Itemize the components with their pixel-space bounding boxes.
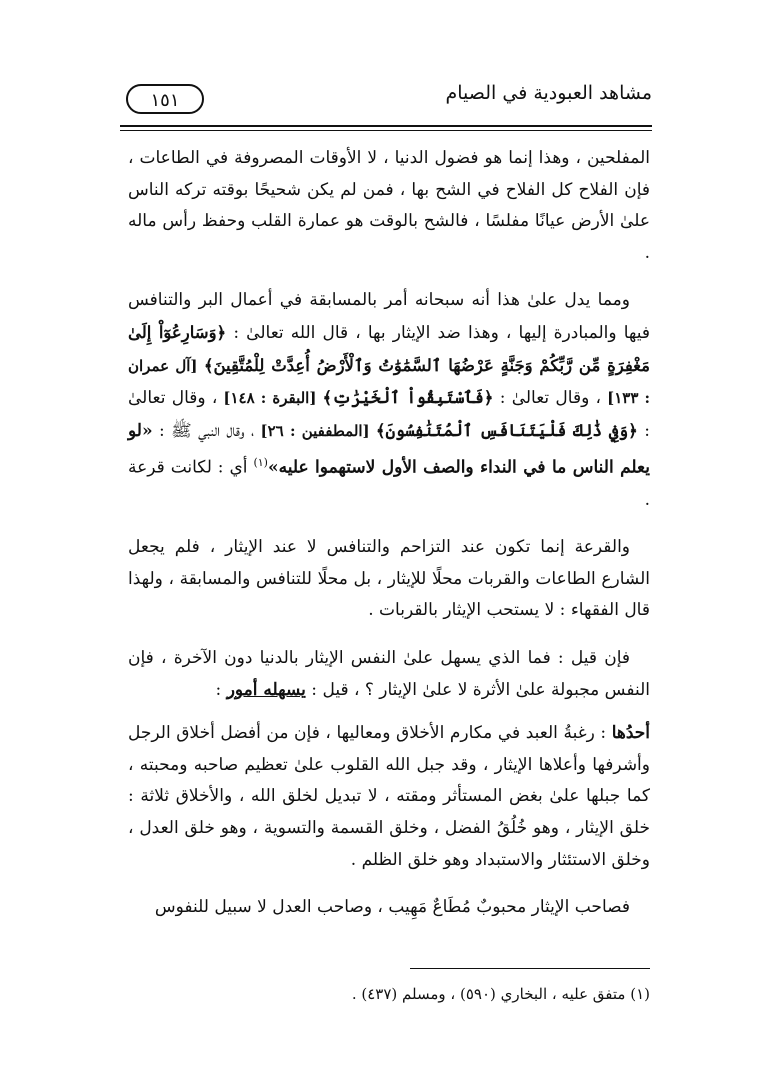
text-segment: : رغبةُ العبد في مكارم الأخلاق ومعاليها ، فإن من أفضل أخلاق الرجل وأشرفها وأعلاها الإيثار ، وقد جبل الله القلوب علىٰ تعظيم صاحبه ومحبته ، كما جبلها علىٰ بغض المستأثر ومقته ، لا تبديل لخلق الله ، والأخلاق ثلاثة : خلق الإيثار ، وهو خُلُقُ الفضل ، وخلق القسمة والتسوية ، وهو خلق العدل ، وخلق الاستئثار والاستبداد وهو خلق الظلم . bbox=[128, 723, 650, 870]
quran-verse-1: ﴿وَسَارِعُوٓاْ إِلَىٰ مَغْفِرَةٍ مِّن رَّبِّكُمْ وَجَنَّةٍ عَرْضُهَا ٱلسَّمَٰوَٰتُ وَٱلْأَرْضُ أُعِدَّتْ لِلْمُتَّقِينَ﴾ bbox=[128, 322, 650, 375]
quran-verse-2: ﴿فَٱسْتَبِقُواْ ٱلْخَيْرَٰتِ﴾ bbox=[322, 388, 494, 408]
verse-reference-2: [البقرة : ١٤٨] bbox=[217, 389, 323, 408]
verse-reference-1: [آل عمران : ١٣٣] bbox=[128, 356, 650, 408]
point-lead: أحدُها bbox=[611, 723, 650, 744]
footnote-rule bbox=[410, 968, 650, 969]
paragraph-3: والقرعة إنما تكون عند التزاحم والتنافس لا عند الإيثار ، فلم يجعل الشارع الطاعات والقربات محلًا للإيثار ، بل محلًا للتنافس والمسابقة ، ولهذا قال الفقهاء : لا يستحب الإيثار بالقربات . bbox=[128, 537, 650, 621]
paragraph-2 bbox=[128, 285, 650, 516]
paragraph-4 bbox=[128, 643, 650, 706]
paragraph-6: فصاحب الإيثار محبوبٌ مُطَاعٌ مَهِيب ، وصاحب العدل لا سبيل للنفوس bbox=[154, 897, 630, 918]
text-segment: أي : لكانت قرعة . bbox=[128, 458, 650, 510]
paragraph-5 bbox=[128, 718, 650, 876]
main-text bbox=[128, 143, 650, 940]
verse-reference-3: [المطففين : ٢٦] bbox=[254, 421, 376, 440]
footnote: (١) متفق عليه ، البخاري (٥٩٠) ، ومسلم (٤٣٧) . bbox=[351, 985, 650, 1003]
page-header bbox=[120, 80, 652, 122]
header-rule-thick bbox=[120, 125, 652, 127]
header-rule-thin bbox=[120, 130, 652, 131]
page-number: ١٥١ bbox=[126, 84, 204, 114]
text-segment: ومما يدل علىٰ هذا أنه سبحانه أمر بالمسابقة في أعمال البر والتنافس فيها والمبادرة إليها ، وهذا ضد الإيثار بها ، قال الله تعالىٰ : bbox=[128, 290, 650, 343]
running-title: مشاهد العبودية في الصيام bbox=[445, 82, 652, 104]
text-segment: ، وقال تعالىٰ : bbox=[128, 388, 651, 441]
text-segment: ، وقال تعالىٰ : bbox=[493, 388, 602, 409]
text-segment: ، وقال النبي ﷺ : bbox=[152, 420, 255, 441]
text-segment: : bbox=[215, 679, 227, 700]
quran-verse-3: ﴿وَفِي ذَٰلِكَ فَلْيَتَنَافَسِ ٱلْمُتَنَٰفِسُونَ﴾ bbox=[375, 420, 638, 440]
answer-highlight: يسهله أمور bbox=[226, 679, 306, 700]
footnote-marker: (١) bbox=[253, 456, 268, 470]
text-segment: فإن قيل : فما الذي يسهل علىٰ النفس الإيثار بالدنيا دون الآخرة ، فإن النفس مجبولة علىٰ الأثرة لا علىٰ الإيثار ؟ ، قيل : bbox=[128, 647, 650, 700]
hadith-text: «لو يعلم الناس ما في النداء والصف الأول لاستهموا عليه» bbox=[128, 420, 650, 478]
paragraph-1: المفلحين ، وهذا إنما هو فضول الدنيا ، لا الأوقات المصروفة في الطاعات ، فإن الفلاح كل الفلاح في الشح بها ، فمن لم يكن شحيحًا بوقته تركه الناس علىٰ الأرض عيانًا مفلسًا ، فالشح بالوقت هو عمارة القلب وحفظ رأس ماله . bbox=[128, 148, 650, 263]
